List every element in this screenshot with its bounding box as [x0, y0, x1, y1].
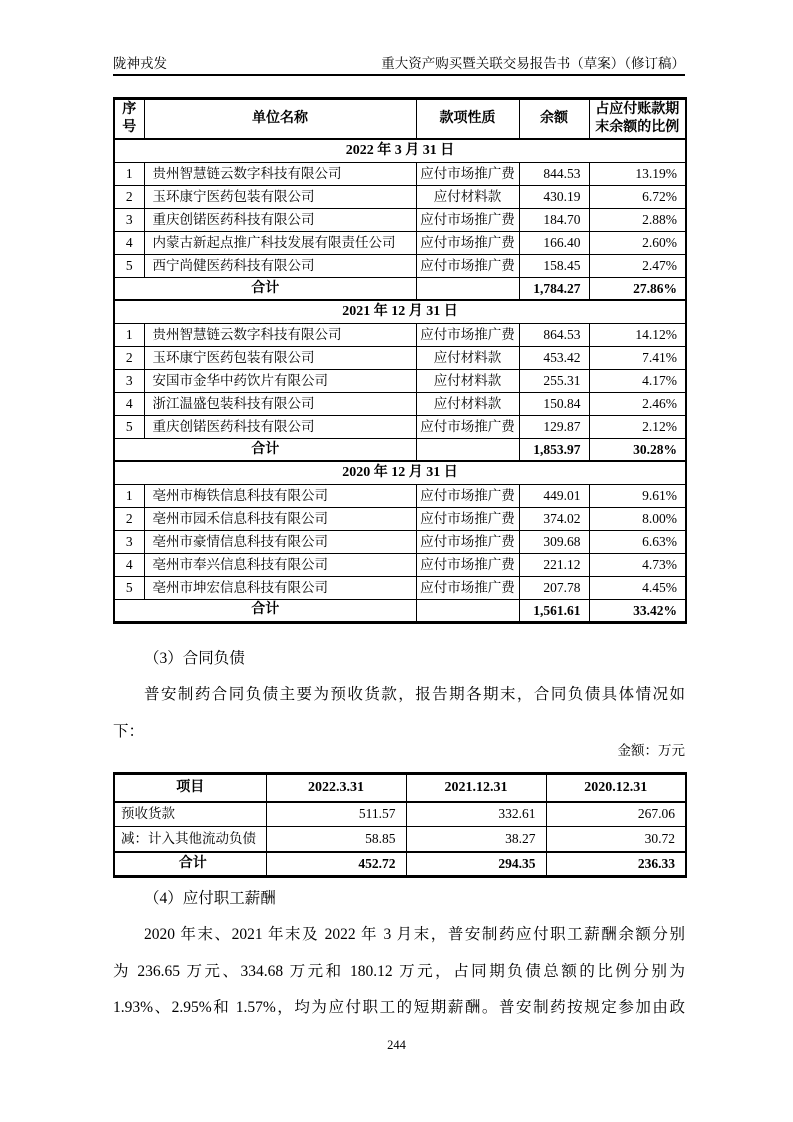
- cell-ratio: 2.60%: [589, 231, 686, 254]
- cell-balance: 449.01: [519, 484, 589, 507]
- cell-value: 267.06: [546, 802, 686, 827]
- cell-nature: 应付材料款: [416, 369, 519, 392]
- cell-nature: 应付材料款: [416, 346, 519, 369]
- cell-company: 亳州市梅铁信息科技有限公司: [144, 484, 416, 507]
- cell-nature: 应付材料款: [416, 185, 519, 208]
- cell-seq: 3: [114, 530, 144, 553]
- col-header-seq: 序号: [114, 99, 144, 140]
- table-row: [114, 162, 686, 185]
- header-right-title: 重大资产购买暨关联交易报告书（草案）（修订稿）: [381, 56, 685, 71]
- cell-item: 预收货款: [114, 802, 266, 827]
- cell-seq: 2: [114, 507, 144, 530]
- cell-ratio: 2.46%: [589, 392, 686, 415]
- table-row: [114, 392, 686, 415]
- cell-balance: 430.19: [519, 185, 589, 208]
- cell-company: 重庆创锘医药科技有限公司: [144, 208, 416, 231]
- paragraph-line: 为 236.65 万元、334.68 万元和 180.12 万元，占同期负债总额的比例分别为: [113, 962, 685, 980]
- table-row: [114, 254, 686, 277]
- total-nature-empty: [416, 599, 519, 622]
- section-date-row: [114, 139, 686, 162]
- cell-ratio: 13.19%: [589, 162, 686, 185]
- contract-liability-table: [113, 772, 687, 878]
- cell-balance: 453.42: [519, 346, 589, 369]
- cell-balance: 150.84: [519, 392, 589, 415]
- col-header-ratio: 占应付账款期末余额的比例: [589, 99, 686, 140]
- total-balance: 1,784.27: [519, 277, 589, 300]
- section-total-row: [114, 438, 686, 461]
- cell-balance: 207.78: [519, 576, 589, 599]
- section3-heading: （3）合同负债: [144, 650, 245, 667]
- cell-balance: 309.68: [519, 530, 589, 553]
- cell-ratio: 6.72%: [589, 185, 686, 208]
- cell-nature: 应付市场推广费: [416, 254, 519, 277]
- total-label: 合计: [114, 852, 266, 877]
- cl-header-row: [114, 774, 686, 802]
- section-date: 2022 年 3 月 31 日: [114, 139, 686, 162]
- section-date: 2020 年 12 月 31 日: [114, 461, 686, 484]
- cell-company: 浙江温盛包装科技有限公司: [144, 392, 416, 415]
- total-nature-empty: [416, 438, 519, 461]
- cell-company: 玉环康宁医药包装有限公司: [144, 185, 416, 208]
- cell-company: 玉环康宁医药包装有限公司: [144, 346, 416, 369]
- paragraph-line: 普安制药合同负债主要为预收货款，报告期各期末，合同负债具体情况如: [144, 686, 685, 703]
- cell-nature: 应付材料款: [416, 392, 519, 415]
- cell-company: 贵州智慧链云数字科技有限公司: [144, 323, 416, 346]
- unit-note: 金额：万元: [617, 743, 685, 758]
- total-balance: 1,561.61: [519, 599, 589, 622]
- cell-balance: 374.02: [519, 507, 589, 530]
- cell-seq: 5: [114, 254, 144, 277]
- cell-balance: 844.53: [519, 162, 589, 185]
- cell-seq: 2: [114, 185, 144, 208]
- cell-balance: 184.70: [519, 208, 589, 231]
- running-header: [113, 50, 685, 72]
- total-label: 合计: [114, 438, 416, 461]
- table-row: [114, 576, 686, 599]
- header-rule: [113, 74, 685, 76]
- cell-ratio: 8.00%: [589, 507, 686, 530]
- cell-nature: 应付市场推广费: [416, 507, 519, 530]
- col-header-date3: 2020.12.31: [546, 774, 686, 802]
- table-row: [114, 507, 686, 530]
- col-header-nature: 款项性质: [416, 99, 519, 140]
- cell-company: 贵州智慧链云数字科技有限公司: [144, 162, 416, 185]
- cell-nature: 应付市场推广费: [416, 530, 519, 553]
- total-value: 452.72: [266, 852, 406, 877]
- section4-heading: （4）应付职工薪酬: [144, 890, 276, 907]
- cell-seq: 5: [114, 415, 144, 438]
- table-row: [114, 530, 686, 553]
- page-number: 244: [387, 1038, 406, 1052]
- payables-table: [113, 97, 687, 624]
- cell-company: 亳州市豪情信息科技有限公司: [144, 530, 416, 553]
- cell-ratio: 4.73%: [589, 553, 686, 576]
- cell-seq: 4: [114, 553, 144, 576]
- cell-item: 减：计入其他流动负债: [114, 827, 266, 852]
- cell-ratio: 7.41%: [589, 346, 686, 369]
- cell-ratio: 4.45%: [589, 576, 686, 599]
- cell-value: 332.61: [406, 802, 546, 827]
- table-row: [114, 185, 686, 208]
- paragraph-line: 1.93%、2.95%和 1.57%，均为应付职工的短期薪酬。普安制药按规定参加由政: [113, 999, 685, 1016]
- payables-header-row: [114, 99, 686, 140]
- table-row: [114, 415, 686, 438]
- cell-company: 安国市金华中药饮片有限公司: [144, 369, 416, 392]
- col-header-balance: 余额: [519, 99, 589, 140]
- cell-ratio: 4.17%: [589, 369, 686, 392]
- col-header-item: 项目: [114, 774, 266, 802]
- cell-seq: 3: [114, 208, 144, 231]
- cell-seq: 3: [114, 369, 144, 392]
- total-ratio: 33.42%: [589, 599, 686, 622]
- cell-value: 30.72: [546, 827, 686, 852]
- cell-value: 38.27: [406, 827, 546, 852]
- cell-nature: 应付市场推广费: [416, 323, 519, 346]
- total-value: 236.33: [546, 852, 686, 877]
- cell-ratio: 2.47%: [589, 254, 686, 277]
- cell-company: 西宁尚健医药科技有限公司: [144, 254, 416, 277]
- table-row: [114, 553, 686, 576]
- section4-paragraph: [113, 917, 685, 1027]
- cell-seq: 5: [114, 576, 144, 599]
- cell-company: 亳州市园禾信息科技有限公司: [144, 507, 416, 530]
- table-row: [114, 346, 686, 369]
- paragraph-line: 下：: [113, 723, 145, 740]
- paragraph-line: 2020 年末、2021 年末及 2022 年 3 月末，普安制药应付职工薪酬余额分别: [144, 926, 685, 943]
- table-row: [114, 208, 686, 231]
- table-row: [114, 802, 686, 827]
- cl-total-row: [114, 852, 686, 877]
- total-ratio: 30.28%: [589, 438, 686, 461]
- table-row: [114, 484, 686, 507]
- cell-value: 511.57: [266, 802, 406, 827]
- cell-ratio: 14.12%: [589, 323, 686, 346]
- total-label: 合计: [114, 599, 416, 622]
- cell-nature: 应付市场推广费: [416, 208, 519, 231]
- cell-nature: 应付市场推广费: [416, 576, 519, 599]
- cell-nature: 应付市场推广费: [416, 415, 519, 438]
- cell-balance: 158.45: [519, 254, 589, 277]
- cell-nature: 应付市场推广费: [416, 553, 519, 576]
- total-balance: 1,853.97: [519, 438, 589, 461]
- cell-balance: 166.40: [519, 231, 589, 254]
- col-header-date1: 2022.3.31: [266, 774, 406, 802]
- section-total-row: [114, 277, 686, 300]
- cell-ratio: 2.12%: [589, 415, 686, 438]
- table-row: [114, 827, 686, 852]
- cell-balance: 129.87: [519, 415, 589, 438]
- table-row: [114, 323, 686, 346]
- cell-ratio: 2.88%: [589, 208, 686, 231]
- cell-seq: 1: [114, 162, 144, 185]
- cell-company: 内蒙古新起点推广科技发展有限责任公司: [144, 231, 416, 254]
- table-row: [114, 369, 686, 392]
- cell-balance: 221.12: [519, 553, 589, 576]
- total-value: 294.35: [406, 852, 546, 877]
- cell-company: 重庆创锘医药科技有限公司: [144, 415, 416, 438]
- section-date-row: [114, 461, 686, 484]
- cell-seq: 4: [114, 231, 144, 254]
- table-row: [114, 231, 686, 254]
- col-header-company: 单位名称: [144, 99, 416, 140]
- cell-company: 亳州市坤宏信息科技有限公司: [144, 576, 416, 599]
- section-date: 2021 年 12 月 31 日: [114, 300, 686, 323]
- total-nature-empty: [416, 277, 519, 300]
- cell-ratio: 6.63%: [589, 530, 686, 553]
- cell-seq: 2: [114, 346, 144, 369]
- section-date-row: [114, 300, 686, 323]
- cell-balance: 255.31: [519, 369, 589, 392]
- cell-seq: 1: [114, 484, 144, 507]
- total-ratio: 27.86%: [589, 277, 686, 300]
- total-label: 合计: [114, 277, 416, 300]
- section-total-row: [114, 599, 686, 622]
- header-left-title: 陇神戎发: [113, 56, 167, 71]
- cell-seq: 4: [114, 392, 144, 415]
- cell-seq: 1: [114, 323, 144, 346]
- cell-nature: 应付市场推广费: [416, 484, 519, 507]
- cell-value: 58.85: [266, 827, 406, 852]
- cell-balance: 864.53: [519, 323, 589, 346]
- cell-nature: 应付市场推广费: [416, 162, 519, 185]
- col-header-date2: 2021.12.31: [406, 774, 546, 802]
- cell-ratio: 9.61%: [589, 484, 686, 507]
- cell-company: 亳州市奉兴信息科技有限公司: [144, 553, 416, 576]
- cell-nature: 应付市场推广费: [416, 231, 519, 254]
